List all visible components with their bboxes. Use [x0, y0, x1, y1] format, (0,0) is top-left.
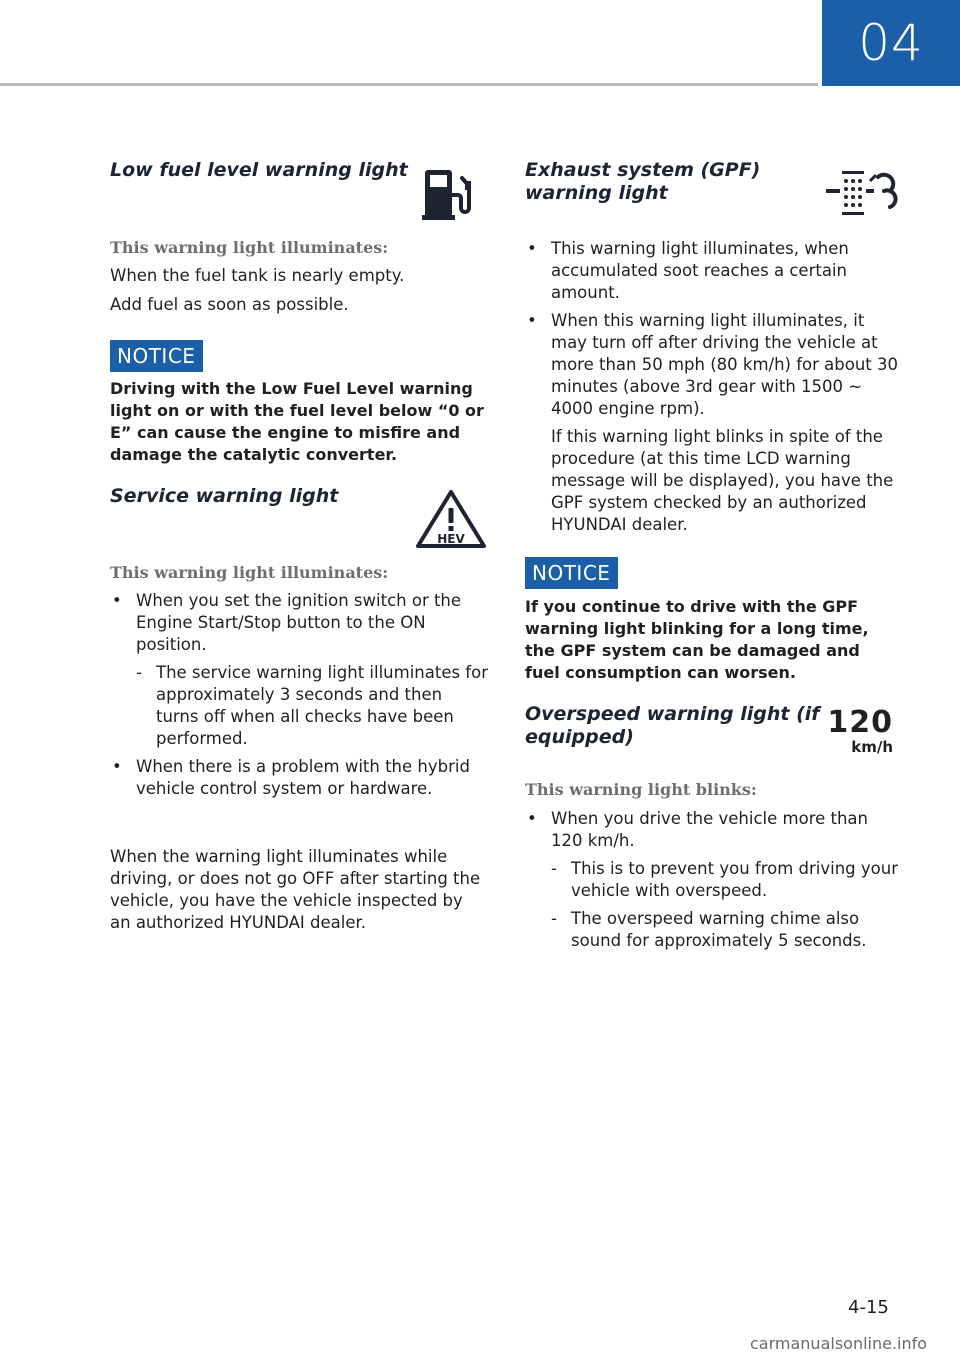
notice-text: Driving with the Low Fuel Level warning light on or with the fuel level below “0 or E” can cause the engine to misfire and damage the catalytic converter. [110, 379, 484, 464]
low-fuel-heading: This warning light illuminates: [110, 238, 389, 257]
low-fuel-para-2: Add fuel as soon as possible. [110, 295, 349, 314]
gpf-bullets [525, 238, 900, 542]
hev-warning-icon [414, 488, 488, 550]
bullet-marker: • [527, 239, 537, 258]
service-sub-item [136, 662, 488, 750]
header-rule [0, 83, 818, 86]
bullet-marker: • [112, 757, 122, 776]
overspeed-bullets [525, 808, 900, 958]
overspeed-heading: This warning light blinks: [525, 780, 757, 799]
hev-icon-label: HEV [437, 532, 465, 546]
overspeed-title-line-2: equipped) [525, 726, 634, 748]
fuel-pump-icon [422, 163, 478, 221]
gpf-bullet-1: This warning light illuminates, when accumulated soot reaches a certain amount. [551, 239, 849, 302]
notice-text: If you continue to drive with the GPF warning light blinking for a long time, the GPF system can be damaged and fuel consumption can worsen. [525, 597, 869, 682]
gpf-title-line-2: warning light [525, 182, 668, 204]
low-fuel-title: Low fuel level warning light [110, 159, 408, 181]
dash-marker: - [136, 663, 142, 682]
dash-marker: - [551, 859, 557, 878]
overspeed-sub-item [551, 858, 900, 902]
chapter-tab [822, 0, 960, 86]
low-fuel-para-1: When the fuel tank is nearly empty. [110, 266, 405, 285]
list-item [110, 590, 488, 750]
gpf-title [525, 159, 760, 205]
gpf-bullet-2-extra: If this warning light blinks in spite of the procedure (at this time LCD warning message will be displayed), you have the GPF system checked by an authorized HYUNDAI dealer. [551, 427, 894, 534]
overspeed-sub-2: The overspeed warning chime also sound for approximately 5 seconds. [571, 909, 867, 950]
dash-marker: - [551, 909, 557, 928]
service-bullet-1-sub: The service warning light illuminates for approximately 3 seconds and then turns off when all checks have been performed. [156, 663, 488, 748]
service-heading: This warning light illuminates: [110, 563, 389, 582]
notice-label: NOTICE [110, 340, 203, 372]
service-title: Service warning light [110, 485, 339, 507]
service-bullet-1: When you set the ignition switch or the Engine Start/Stop button to the ON position. [136, 591, 462, 654]
notice-label: NOTICE [525, 557, 618, 589]
chapter-number: 04 [858, 14, 924, 72]
bullet-marker: • [527, 809, 537, 828]
overspeed-title-line-1: Overspeed warning light (if [525, 703, 820, 725]
overspeed-icon-number: 120 [827, 705, 893, 740]
list-item [525, 808, 900, 952]
bullet-marker: • [527, 311, 537, 330]
overspeed-title [525, 703, 820, 749]
overspeed-icon [825, 705, 893, 756]
list-item [525, 238, 900, 304]
overspeed-sub-item [551, 908, 900, 952]
gpf-filter-icon [826, 167, 900, 219]
bullet-marker: • [112, 591, 122, 610]
service-bullets [110, 590, 488, 806]
overspeed-bullet: When you drive the vehicle more than 120 km/h. [551, 809, 869, 850]
service-para: When the warning light illuminates while driving, or does not go OFF after starting the vehicle, you have the vehicle inspected by an authorized HYUNDAI dealer. [110, 847, 481, 932]
gpf-bullet-2: When this warning light illuminates, it may turn off after driving the vehicle at more than 50 mph (80 km/h) for about 30 minutes (above 3rd gear with 1500 ~ 4000 engine rpm). [551, 311, 898, 418]
list-item [525, 310, 900, 536]
list-item [110, 756, 488, 800]
overspeed-icon-unit: km/h [851, 738, 893, 756]
gpf-title-line-1: Exhaust system (GPF) [525, 159, 761, 181]
page-number: 4-15 [848, 1297, 889, 1318]
overspeed-sub-1: This is to prevent you from driving your vehicle with overspeed. [571, 859, 899, 900]
watermark: carmanualsonline.info [750, 1334, 928, 1353]
service-bullet-2: When there is a problem with the hybrid vehicle control system or hardware. [136, 757, 470, 798]
